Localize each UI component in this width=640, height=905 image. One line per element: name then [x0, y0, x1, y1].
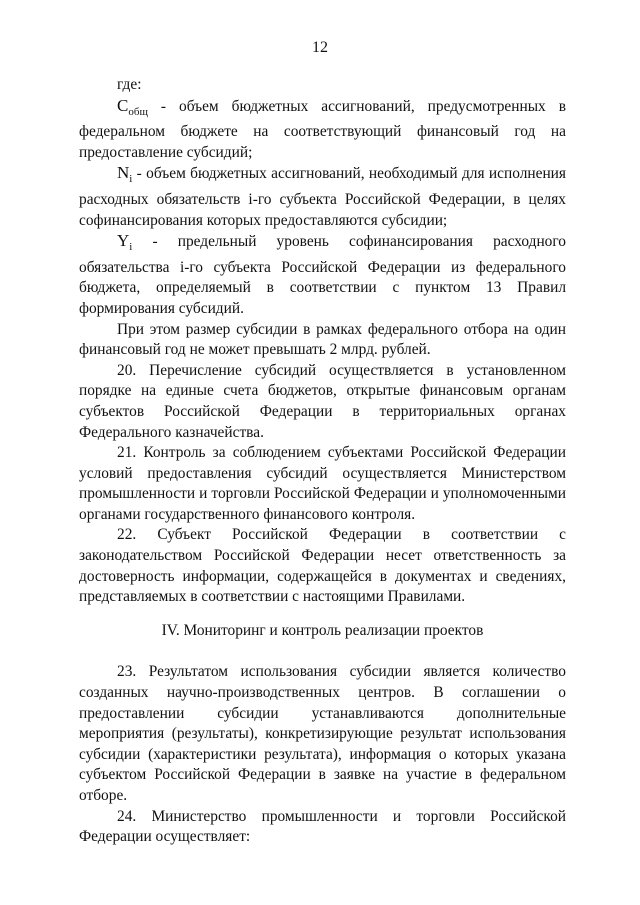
- paragraph-24: 24. Министерство промышленности и торговли Российской Федерации осуществляет:: [79, 807, 566, 846]
- definition-c-total: [79, 96, 566, 164]
- definition-text: - предельный уровень софинансирования расходного обязательства i-го субъекта Российской Федерации из федерального бюджета, определяемый в соответствии с пунктом 13 Правил формирования субсидий.: [79, 233, 566, 317]
- paragraph-23: 23. Результатом использования субсидии является количество созданных научно-производственных центров. В соглашении о предоставлении субсидии устанавливаются дополнительные мероприятия (результаты), конкретизирующие результат использования субсидии (характеристики результата), информация о которых указана субъектом Российской Федерации в заявке на участие в федеральном отборе.: [79, 663, 566, 804]
- intro-text: где:: [117, 76, 142, 93]
- paragraph-21: 21. Контроль за соблюдением субъектами Российской Федерации условий предоставления субсидий осуществляется Министерством промышленности и торговли Российской Федерации и уполномоченными органами государственного финансового контроля.: [79, 444, 566, 523]
- definition-text: - объем бюджетных ассигнований, необходимый для исполнения расходных обязательств i-го субъекта Российской Федерации, в целях софинансирования которых предоставляются субсидии;: [79, 165, 566, 229]
- symbol-c: C: [117, 95, 129, 115]
- paragraph-22: 22. Субъект Российской Федерации в соответствии с законодательством Российской Федерации несет ответственность за достоверность информации, содержащейся в документах и сведениях, представляемых в соответствии с настоящими Правилами.: [79, 526, 566, 606]
- page-number: 12: [312, 39, 328, 56]
- definition-n-i: [79, 163, 566, 231]
- symbol-n: N: [117, 163, 130, 183]
- definition-y-i: [79, 231, 566, 319]
- paragraph-20: 20. Перечисление субсидий осуществляется в установленном порядке на единые счета бюджетов, открытые финансовым органам субъектов Российской Федерации в территориальных органах Федерального казначейства.: [79, 361, 566, 441]
- paragraph-subsidy-limit: При этом размер субсидии в рамках федерального отбора на один финансовый год не может превышать 2 млрд. рублей.: [79, 320, 566, 359]
- subscript-total: общ: [128, 105, 148, 118]
- document-body: [79, 75, 566, 848]
- subscript-i: i: [129, 173, 133, 186]
- definition-text: - объем бюджетных ассигнований, предусмотренных в федеральном бюджете на соответствующий финансовый год на предоставление субсидий;: [79, 97, 566, 161]
- symbol-y: Y: [117, 231, 130, 251]
- subscript-i: i: [129, 241, 133, 254]
- section-heading: IV. Мониторинг и контроль реализации проектов: [161, 621, 484, 639]
